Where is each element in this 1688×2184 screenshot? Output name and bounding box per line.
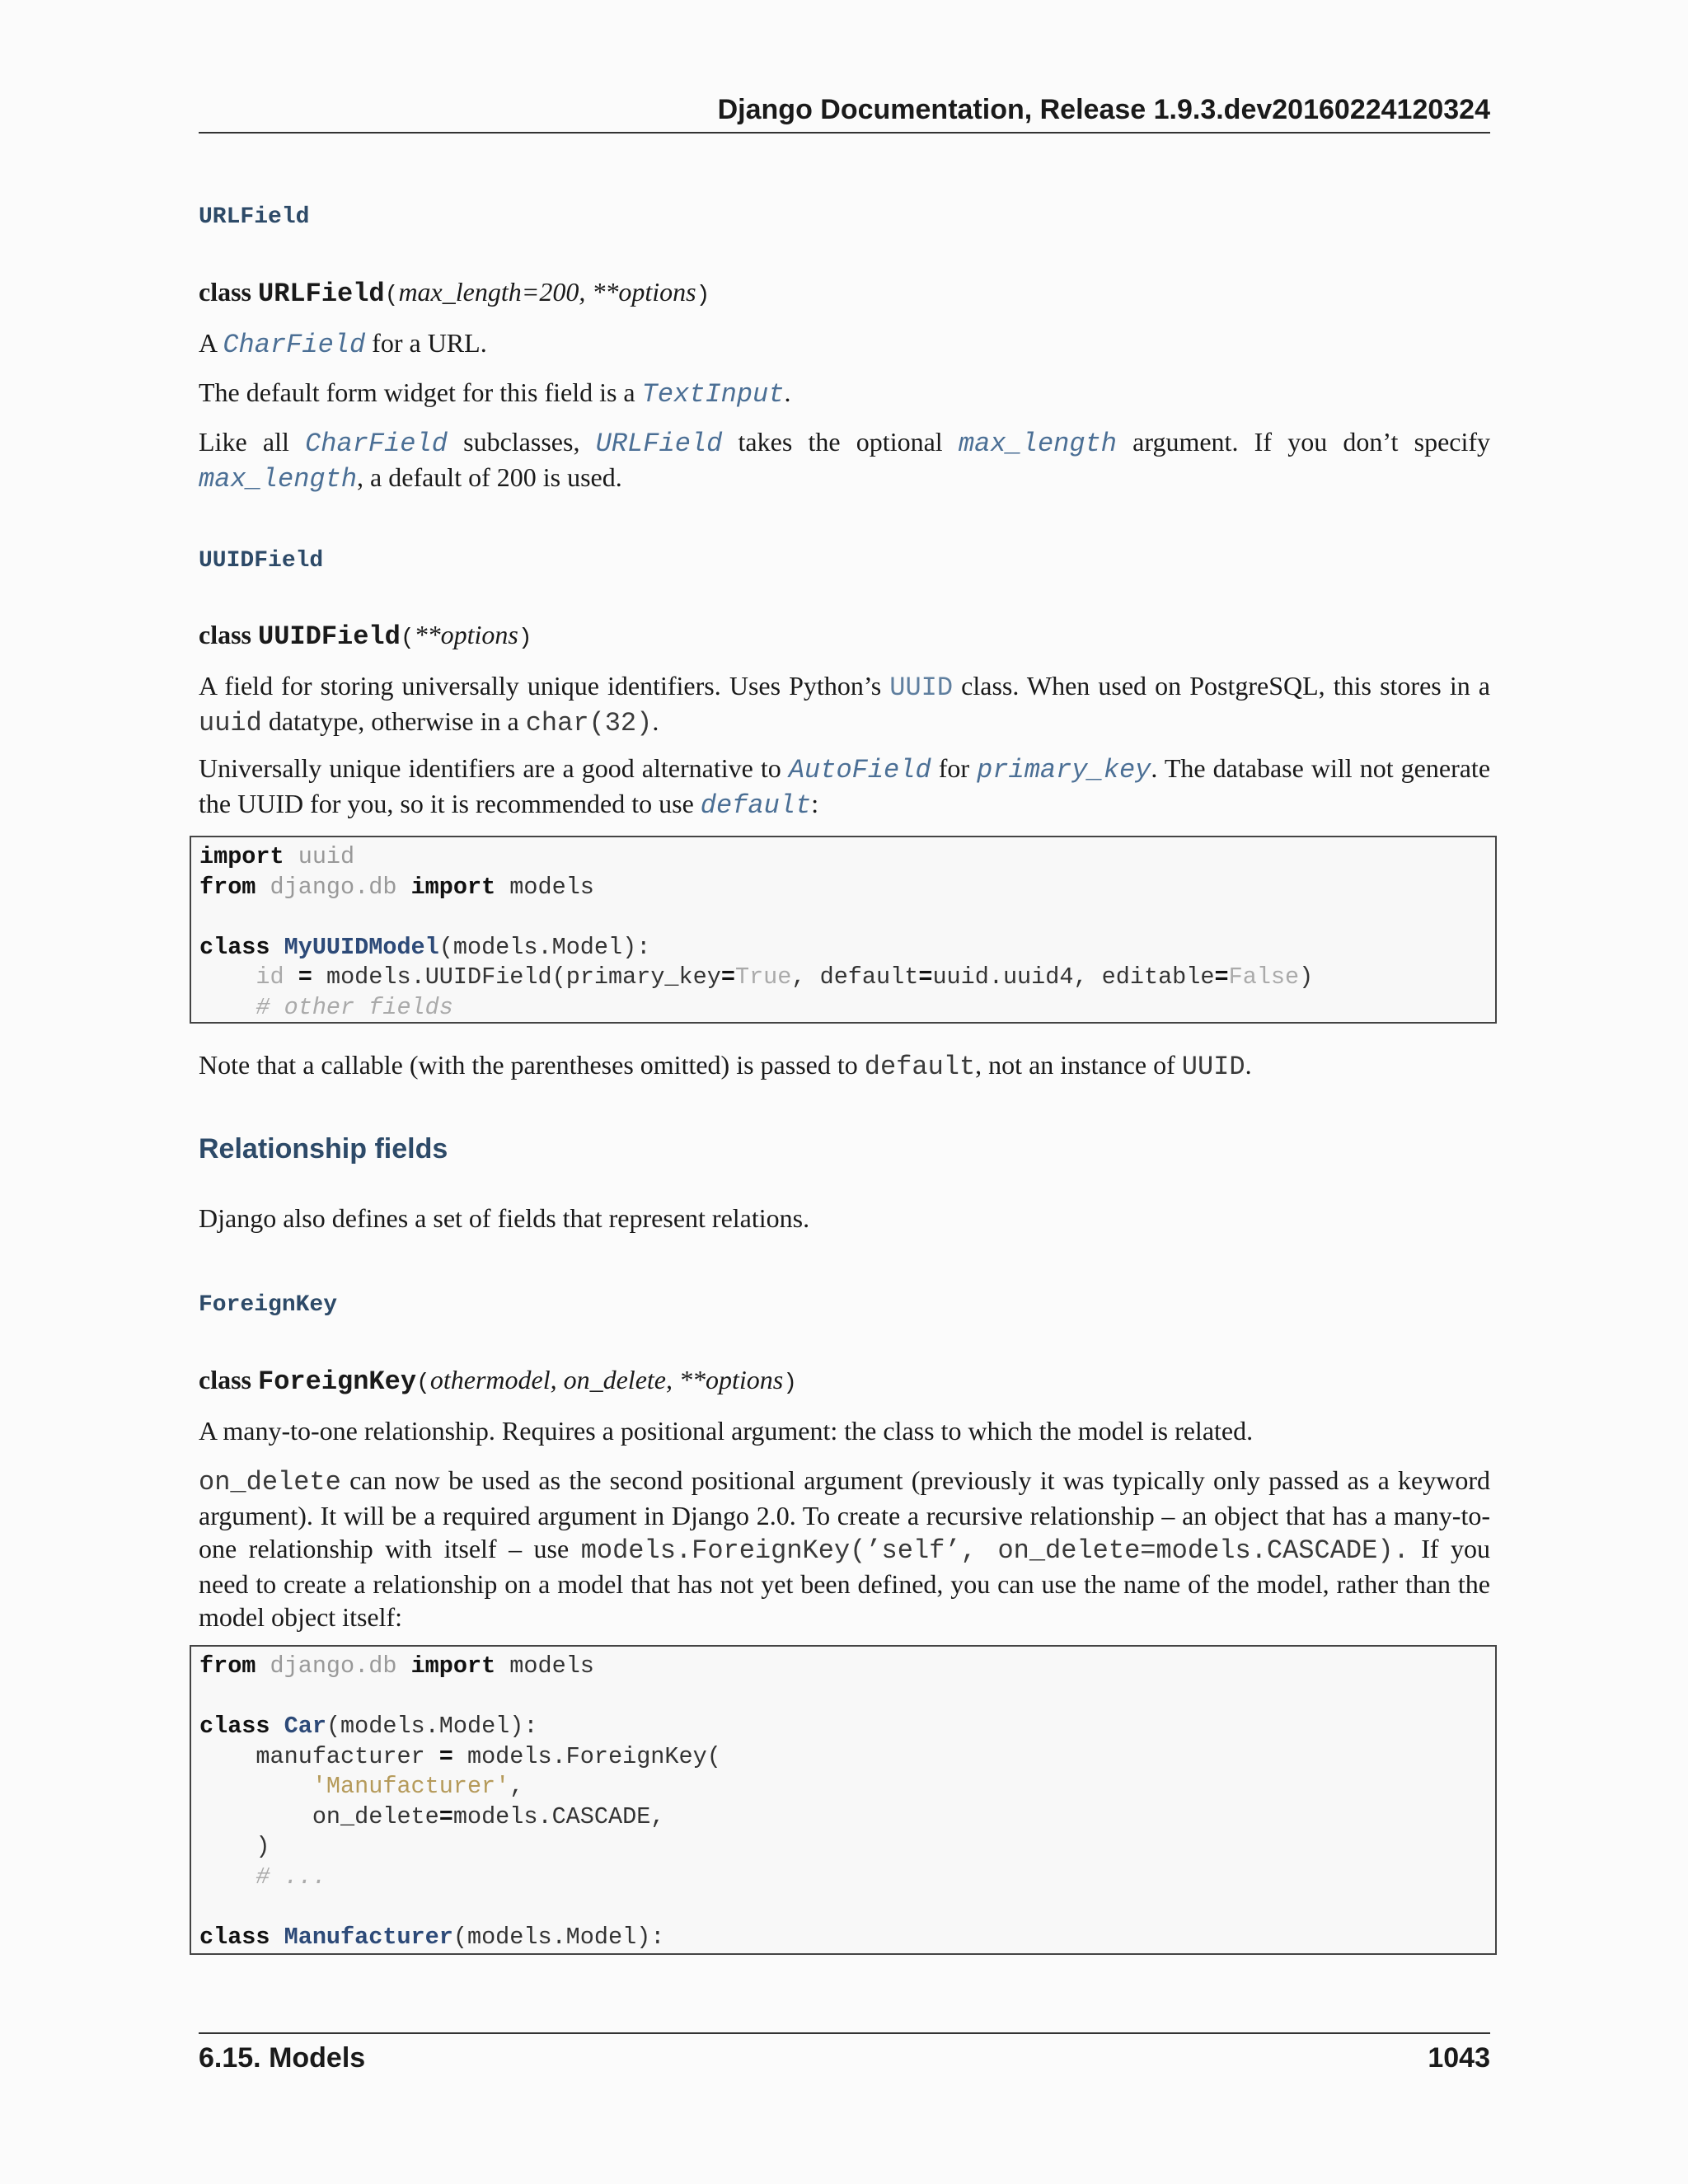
class-name: UUIDField xyxy=(258,621,401,652)
urlfield-link[interactable]: URLField xyxy=(595,429,723,459)
code-block-foreignkey-example: from django.db import models class Car(models.Model): manufacturer = models.ForeignKey( 'Manufacturer', on_delete=models.CASCADE, ) # ... class Manufacturer(models.Model): xyxy=(190,1645,1497,1955)
uuidfield-paragraph-2: Universally unique identifiers are a good alternative to AutoField for primary_key. The database will not generate the UUID for you, so it is recommended to use default: xyxy=(199,753,1491,821)
foreignkey-paragraph-1: A many-to-one relationship. Requires a positional argument: the class to which the model is related. xyxy=(199,1416,1254,1446)
foreignkey-paragraph-2: on_delete can now be used as the second positional argument (previously it was typically only passed as a keyword argument). It will be a required argument in Django 2.0. To create a recursive relationship – an object that has a many-to-one relationship with itself – use models.ForeignKey(’self’, on_delete=models.CASCADE). If you need to create a relationship on a model that has not yet been defined, you can use the name of the model, rather than the model object itself: xyxy=(199,1465,1491,1632)
document-title: Django Documentation, Release 1.9.3.dev20160224120324 xyxy=(717,94,1490,125)
uuidfield-note: Note that a callable (with the parentheses omitted) is passed to default, not an instance of UUID. xyxy=(199,1050,1252,1082)
code-block-uuid-model: import uuid from django.db import models class MyUUIDModel(models.Model): id = models.UUIDField(primary_key=True, default=uuid.uuid4, editable=False) # other fields xyxy=(190,836,1497,1024)
signature-args: max_length=200, **options xyxy=(398,277,696,307)
charfield-link[interactable]: CharField xyxy=(305,429,448,459)
class-keyword: class xyxy=(199,1365,251,1394)
uuid-link[interactable]: UUID xyxy=(889,673,954,703)
page-header xyxy=(199,89,1490,134)
class-name: URLField xyxy=(258,279,385,309)
uuidfield-heading[interactable]: UUIDField xyxy=(199,548,324,574)
max-length-link[interactable]: max_length xyxy=(958,429,1117,459)
footer-section: 6.15. Models xyxy=(199,2042,366,2074)
foreignkey-heading[interactable]: ForeignKey xyxy=(199,1292,338,1318)
class-keyword: class xyxy=(199,620,251,649)
urlfield-paragraph-2: The default form widget for this field is a TextInput. xyxy=(199,377,791,410)
relationship-fields-heading[interactable]: Relationship fields xyxy=(199,1133,448,1165)
urlfield-paragraph-3: Like all CharField subclasses, URLField takes the optional max_length argument. If you don’t specify max_length, a default of 200 is used. xyxy=(199,427,1491,494)
class-keyword: class xyxy=(199,277,251,307)
primary-key-link[interactable]: primary_key xyxy=(977,755,1151,785)
uuidfield-signature: class UUIDField(**options) xyxy=(199,620,532,652)
urlfield-paragraph-1: A CharField for a URL. xyxy=(199,328,487,360)
uuidfield-paragraph-1: A field for storing universally unique identifiers. Uses Python’s UUID class. When used on PostgreSQL, this stores in a uuid datatype, otherwise in a char(32). xyxy=(199,671,1491,738)
signature-args: **options xyxy=(414,620,518,649)
charfield-link[interactable]: CharField xyxy=(223,330,366,360)
foreignkey-signature: class ForeignKey(othermodel, on_delete, **options) xyxy=(199,1365,798,1397)
relationship-intro: Django also defines a set of fields that represent relations. xyxy=(199,1203,810,1233)
urlfield-signature: class URLField(max_length=200, **options) xyxy=(199,277,710,309)
default-link[interactable]: default xyxy=(700,790,812,821)
autofield-link[interactable]: AutoField xyxy=(788,755,931,785)
signature-args: othermodel, on_delete, **options xyxy=(429,1365,784,1394)
max-length-link[interactable]: max_length xyxy=(199,464,358,494)
page-number: 1043 xyxy=(1428,2042,1490,2074)
urlfield-heading[interactable]: URLField xyxy=(199,204,310,230)
class-name: ForeignKey xyxy=(258,1366,417,1397)
textinput-link[interactable]: TextInput xyxy=(641,379,785,410)
page-footer xyxy=(199,2032,1490,2074)
